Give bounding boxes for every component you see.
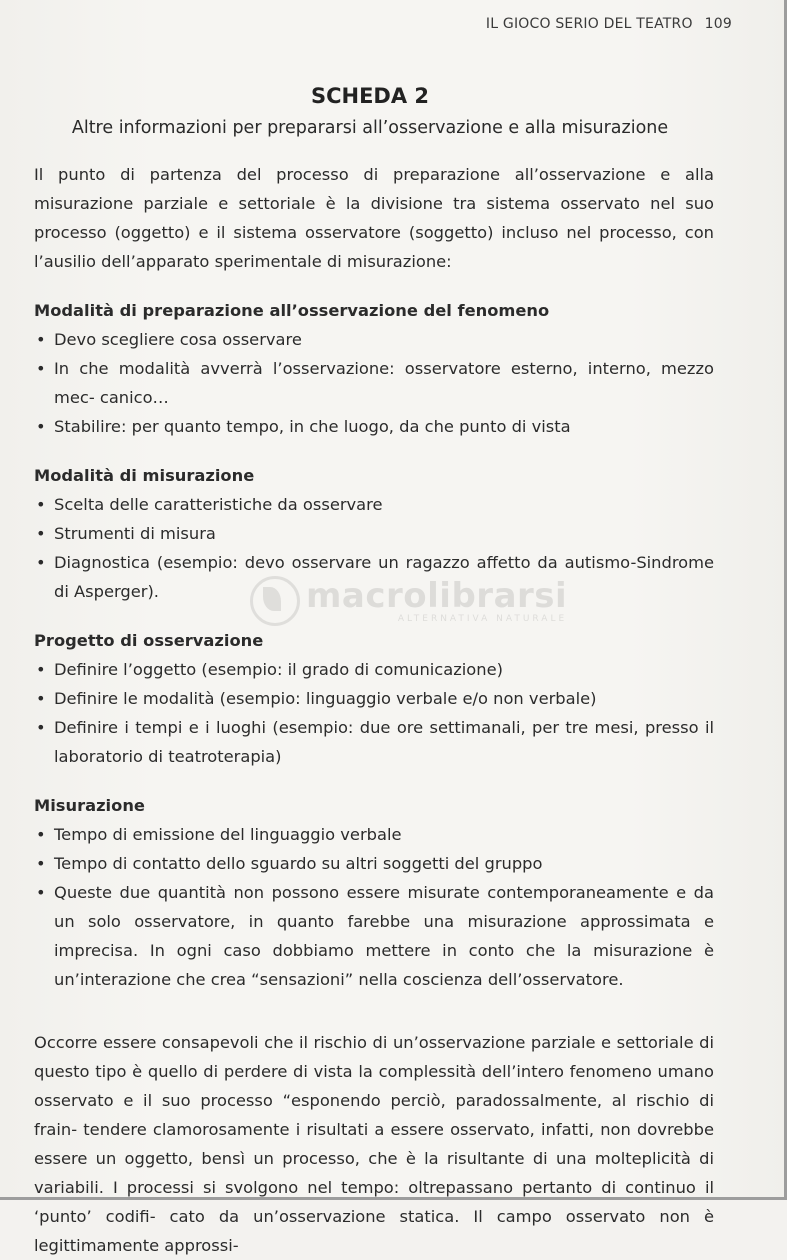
watermark-tagline: ALTERNATIVA NATURALE (397, 614, 568, 624)
bullet-icon: • (36, 330, 46, 349)
bullet-icon: • (36, 689, 46, 708)
bullet-icon: • (36, 660, 46, 679)
list-item: • Tempo di contatto dello sguardo su altri soggetti del gruppo (34, 849, 714, 878)
bullet-list (34, 490, 714, 606)
page-body (34, 160, 714, 1260)
list-item: • In che modalità avverrà l’osservazione: osservatore esterno, interno, mezzo mec- canico… (34, 354, 714, 412)
bullet-icon: • (36, 553, 46, 572)
list-item: • Stabilire: per quanto tempo, in che luogo, da che punto di vista (34, 412, 714, 441)
list-item: • Tempo di emissione del linguaggio verbale (34, 820, 714, 849)
bullet-icon: • (36, 495, 46, 514)
list-item: • Definire le modalità (esempio: linguaggio verbale e/o non verbale) (34, 684, 714, 713)
section-heading: Misurazione (34, 796, 145, 815)
running-head (486, 16, 732, 32)
section-heading: Modalità di misurazione (34, 466, 255, 485)
page-number: 109 (704, 16, 732, 32)
bullet-icon: • (36, 854, 46, 873)
list-item: • Strumenti di misura (34, 519, 714, 548)
bullet-list (34, 655, 714, 771)
list-item: • Scelta delle caratteristiche da osservare (34, 490, 714, 519)
bullet-icon: • (36, 718, 46, 737)
bullet-icon: • (36, 825, 46, 844)
scheda-title: SCHEDA 2 (310, 84, 430, 108)
list-item: • Definire i tempi e i luoghi (esempio: due ore settimanali, per tre mesi, presso il laboratorio di teatroterapia) (34, 713, 714, 771)
list-item: • Queste due quantità non possono essere misurate contemporaneamente e da un solo osservatore, in quanto farebbe una misurazione approssimata e imprecisa. In ogni caso dobbiamo mettere in conto che la misurazione è un’interazione che crea “sensazioni” nella coscienza dell’osservatore. (34, 878, 714, 994)
section-preparazione (34, 296, 714, 441)
bullet-icon: • (36, 417, 46, 436)
running-title: IL GIOCO SERIO DEL TEATRO (485, 16, 693, 32)
intro-paragraph: Il punto di partenza del processo di preparazione all’osservazione e alla misurazione parziale e settoriale è la divisione tra sistema osservato nel suo processo (oggetto) e il sistema osservatore (soggetto) incluso nel processo, con l’ausilio dell’apparato sperimentale di misurazione: (34, 165, 714, 271)
closing-paragraph: Occorre essere consapevoli che il rischio di un’osservazione parziale e settoriale di questo tipo è quello di perdere di vista la complessità dell’intero fenomeno umano osservato e il suo processo “esponendo perciò, paradossalmente, al rischio di frain- tendere clamorosamente i risultati a essere osservato, infatti, non dovrebbe essere un oggetto, bensì un processo, che è la risultante di una molteplicità di variabili. I processi si svolgono nel tempo: oltrepassano pertanto di continuo il ‘punto’ codifi- cato da un’osservazione statica. Il campo osservato non è legittimamente approssi- (34, 1033, 714, 1255)
bullet-icon: • (36, 883, 46, 902)
bullet-list (34, 820, 714, 994)
bullet-list (34, 325, 714, 441)
list-item: • Definire l’oggetto (esempio: il grado di comunicazione) (34, 655, 714, 684)
list-item: • Devo scegliere cosa osservare (34, 325, 714, 354)
list-item: • Diagnostica (esempio: devo osservare un ragazzo affetto da autismo-Sindrome di Asperger). (34, 548, 714, 606)
section-misurazione (34, 791, 714, 994)
bullet-icon: • (36, 524, 46, 543)
section-misurazione-modalita (34, 461, 714, 606)
section-progetto (34, 626, 714, 771)
section-heading: Modalità di preparazione all’osservazione del fenomeno (34, 301, 550, 320)
section-heading: Progetto di osservazione (34, 631, 264, 650)
bullet-icon: • (36, 359, 46, 378)
watermark-brand: macrolibrarsi (306, 576, 568, 616)
scheda-subtitle: Altre informazioni per prepararsi all’osservazione e alla misurazione (71, 118, 669, 138)
